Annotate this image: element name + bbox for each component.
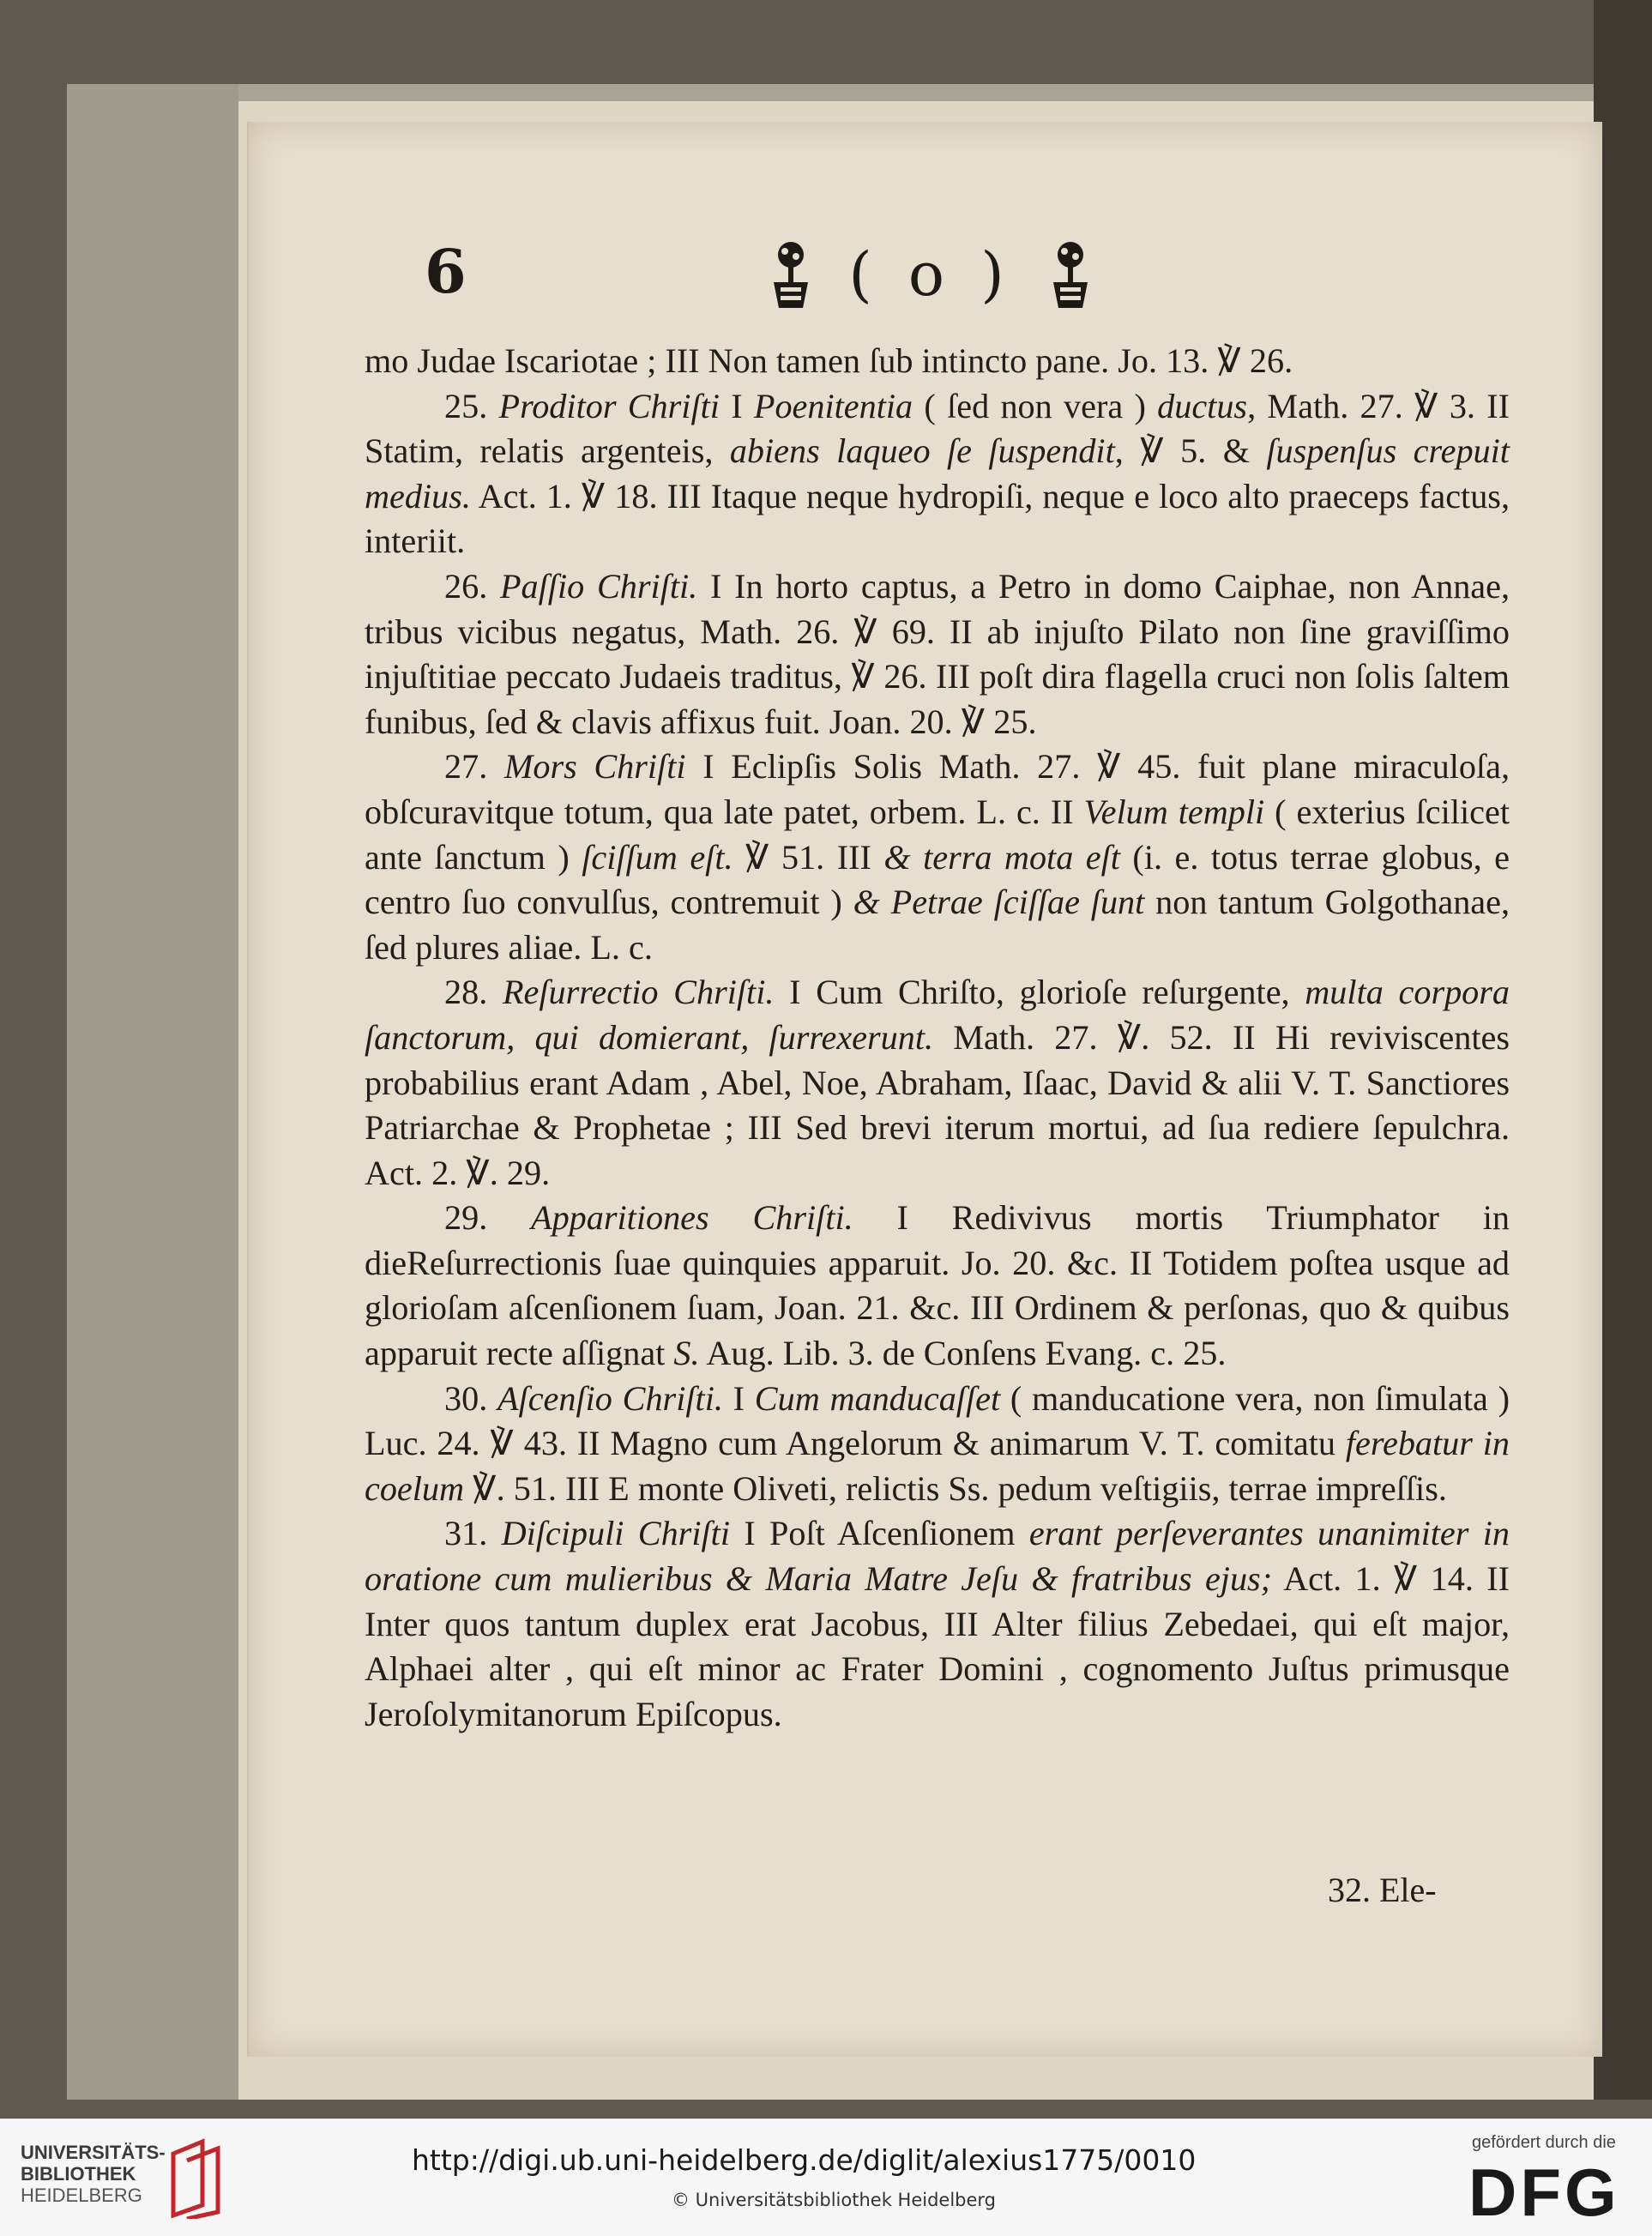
permalink-url[interactable]: http://digi.ub.uni-heidelberg.de/diglit/alexius1775/0010: [412, 2143, 1197, 2177]
library-name-line3: HEIDELBERG: [21, 2185, 142, 2206]
catchword: 32. Ele-: [1328, 1871, 1437, 1909]
ub-heidelberg-logo[interactable]: [21, 2142, 165, 2206]
ub-emblem-icon: [168, 2137, 230, 2219]
paragraph: 27. Mors Chriſti I Eclipſis Solis Math. 27. ℣ 45. fuit plane miraculoſa, obſcuravitque totum, qua late patet, orbem. L. c. II Velum templi ( exterius ſcilicet ante ſanctum ) ſciſſum eſt. ℣ 51. III & terra mota eſt (i. e. totus terrae globus, e centro ſuo convulſus, contremuit ) & Petrae ſciſſae ſunt non tantum Golgothanae, ſed plures aliae. L. c.: [365, 747, 1510, 967]
paragraph: 31. Diſcipuli Chriſti I Poſt Aſcenſionem erant perſeverantes unanimiter in oratione cum mulieribus & Maria Matre Jeſu & fratribus ejus; Act. 1. ℣ 14. II Inter quos tantum duplex erat Jacobus, III Alter filius Zebedaei, qui eſt major, Alphaei alter , qui eſt minor ac Frater Domini , cognomento Juſtus primusque Jeroſolymitanorum Epiſcopus.: [365, 1514, 1510, 1733]
library-footer: [0, 2118, 1652, 2236]
copyright-notice: © Universitätsbibliothek Heidelberg: [672, 2190, 997, 2210]
library-name-line2: BIBLIOTHEK: [21, 2163, 136, 2185]
scan-mat: [67, 84, 238, 2100]
fleuron-left-icon: [763, 236, 818, 313]
header-mark: ( o ): [848, 239, 1013, 310]
page-text: [365, 339, 1510, 1874]
dfg-caption: gefördert durch die: [1472, 2133, 1616, 2152]
paragraph: 29. Apparitiones Chriſti. I Redivivus mortis Triumphator in dieReſurrectionis ſuae quinquies apparuit. Jo. 20. &c. II Totidem poſtea usque ad glorioſam aſcenſionem ſuam, Joan. 21. &c. III Ordinem & perſonas, quo & quibus apparuit recte aſſignat S. Aug. Lib. 3. de Conſens Evang. c. 25.: [365, 1198, 1510, 1373]
book-spine: [1594, 0, 1652, 2100]
paragraph: 25. Proditor Chriſti I Poenitentia ( ſed non vera ) ductus, Math. 27. ℣ 3. II Statim, relatis argenteis, abiens laqueo ſe ſuspendit, ℣ 5. & ſuspenſus crepuit medius. Act. 1. ℣ 18. III Itaque neque hydropiſi, neque e loco alto praeceps factus, interiit.: [365, 386, 1510, 561]
library-name-line1: UNIVERSITÄTS-: [21, 2142, 166, 2163]
paragraph: 26. Paſſio Chriſti. I In horto captus, a Petro in domo Caiphae, non Annae, tribus vicibus negatus, Math. 26. ℣ 69. II ab injuſto Pilato non ſine graviſſimo injuſtitiae peccato Judaeis traditus, ℣ 26. III poſt dira flagella cruci non ſolis ſaltem funibus, ſed & clavis affixus fuit. Joan. 20. ℣ 25.: [365, 566, 1510, 741]
paragraph: mo Judae Iscariotae ; III Non tamen ſub intincto pane. Jo. 13. ℣ 26.: [365, 341, 1293, 380]
fleuron-right-icon: [1043, 236, 1098, 313]
header-ornament: [763, 233, 1098, 316]
dfg-logo[interactable]: DFG: [1468, 2155, 1620, 2230]
paragraph: 28. Reſurrectio Chriſti. I Cum Chriſto, glorioſe reſurgente, multa corpora ſanctorum, qui domierant, ſurrexerunt. Math. 27. ℣. 52. II Hi reviviscentes probabilius erant Adam , Abel, Noe, Abraham, Iſaac, David & alii V. T. Sanctiores Patriarchae & Prophetae ; III Sed brevi iterum mortui, ad ſua rediere ſepulchra. Act. 2. ℣. 29.: [365, 973, 1510, 1192]
page-number: 6: [425, 236, 467, 307]
paragraph: 30. Aſcenſio Chriſti. I Cum manducaſſet ( manducatione vera, non ſimulata ) Luc. 24. ℣ 43. II Magno cum Angelorum & animarum V. T. comitatu ferebatur in coelum ℣. 51. III E monte Oliveti, relictis Ss. pedum veſtigiis, terrae impreſſis.: [365, 1378, 1510, 1508]
